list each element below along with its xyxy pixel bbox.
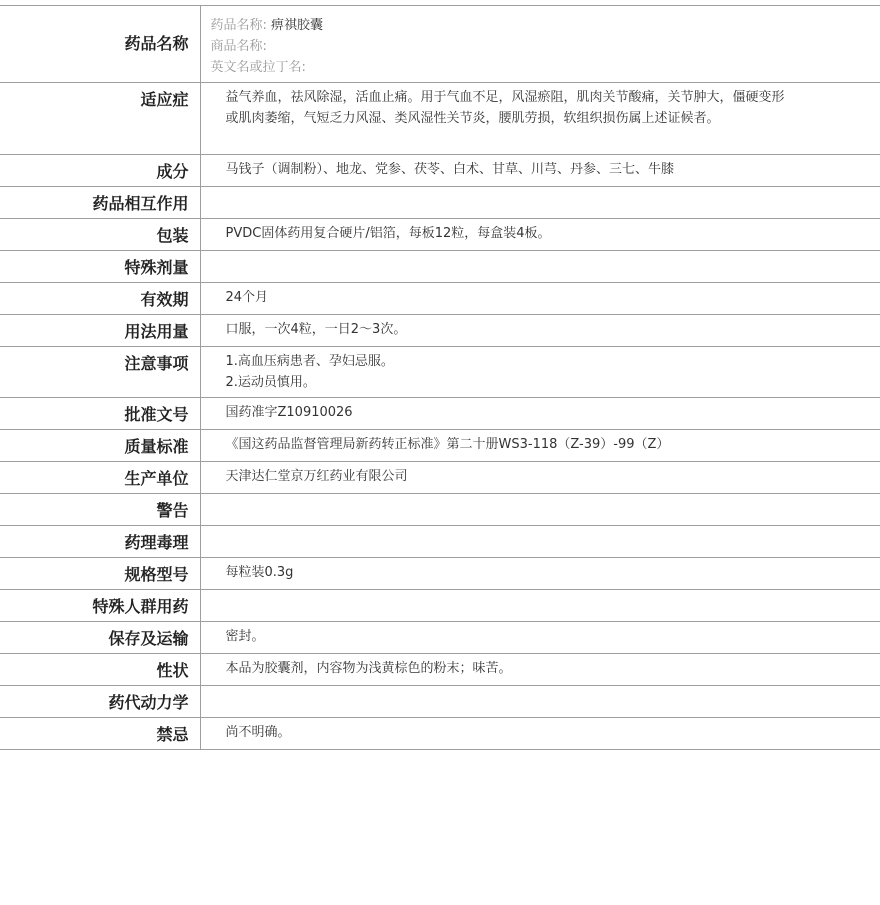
row-ingredients [0,155,880,187]
label-special-dosage: 特殊剂量 [0,251,200,283]
value-approval-number: 国药准字Z10910026 [200,398,880,430]
value-packaging: PVDC固体药用复合硬片/铝箔，每板12粒，每盒装4板。 [200,219,880,251]
row-special-population [0,590,880,622]
label-specification: 规格型号 [0,558,200,590]
label-precautions: 注意事项 [0,347,200,398]
row-shelf-life [0,283,880,315]
row-contraindications [0,718,880,750]
label-contraindications: 禁忌 [0,718,200,750]
row-dosage [0,315,880,347]
value-quality-standard: 《国这药品监督管理局新药转正标准》第二十册WS3-118（Z-39）-99（Z） [200,430,880,462]
label-interactions: 药品相互作用 [0,187,200,219]
generic-name-key: 药品名称: [210,18,267,33]
label-description: 性状 [0,654,200,686]
value-specification: 每粒装0.3g [200,558,880,590]
value-shelf-life: 24个月 [200,283,880,315]
label-special-population: 特殊人群用药 [0,590,200,622]
label-pharmacokinetics: 药代动力学 [0,686,200,718]
generic-name-line [211,15,861,36]
value-precautions [200,347,880,398]
row-warning [0,494,880,526]
trade-name-key: 商品名称: [210,39,267,54]
label-storage: 保存及运输 [0,622,200,654]
row-specification [0,558,880,590]
drug-spec-table [0,5,880,750]
row-drug-name [0,6,880,83]
row-special-dosage [0,251,880,283]
value-special-dosage [200,251,880,283]
value-manufacturer: 天津达仁堂京万红药业有限公司 [200,462,880,494]
row-manufacturer [0,462,880,494]
label-approval-number: 批准文号 [0,398,200,430]
label-ingredients: 成分 [0,155,200,187]
label-manufacturer: 生产单位 [0,462,200,494]
value-warning [200,494,880,526]
english-name-key: 英文名或拉丁名: [210,60,306,75]
value-special-population [200,590,880,622]
precaution-line: 1.高血压病患者、孕妇忌服。 [225,354,394,369]
row-quality-standard [0,430,880,462]
row-pharmacology [0,526,880,558]
row-packaging [0,219,880,251]
label-dosage: 用法用量 [0,315,200,347]
label-indications: 适应症 [0,83,200,155]
label-drug-name: 药品名称 [0,6,200,83]
value-storage: 密封。 [200,622,880,654]
row-interactions [0,187,880,219]
row-pharmacokinetics [0,686,880,718]
row-description [0,654,880,686]
label-packaging: 包装 [0,219,200,251]
trade-name-line [211,36,861,57]
value-interactions [200,187,880,219]
precaution-line: 2.运动员慎用。 [225,375,316,390]
value-contraindications: 尚不明确。 [200,718,880,750]
generic-name-value: 痹祺胶囊 [271,18,324,33]
value-description: 本品为胶囊剂，内容物为浅黄棕色的粉末；味苦。 [200,654,880,686]
row-indications [0,83,880,155]
label-quality-standard: 质量标准 [0,430,200,462]
value-indications: 益气养血，祛风除湿，活血止痛。用于气血不足，风湿瘀阻，肌肉关节酸痛，关节肿大，僵硬变形或肌肉萎缩，气短乏力风湿、类风湿性关节炎，腰肌劳损，软组织损伤属上述证候者。 [200,83,880,155]
value-drug-name [200,6,880,83]
english-name-line [211,57,861,78]
row-approval-number [0,398,880,430]
row-storage [0,622,880,654]
value-pharmacology [200,526,880,558]
label-warning: 警告 [0,494,200,526]
value-ingredients: 马钱子（调制粉）、地龙、党参、茯苓、白术、甘草、川芎、丹参、三七、牛膝 [200,155,880,187]
label-pharmacology: 药理毒理 [0,526,200,558]
value-dosage: 口服，一次4粒，一日2～3次。 [200,315,880,347]
label-shelf-life: 有效期 [0,283,200,315]
value-pharmacokinetics [200,686,880,718]
row-precautions [0,347,880,398]
